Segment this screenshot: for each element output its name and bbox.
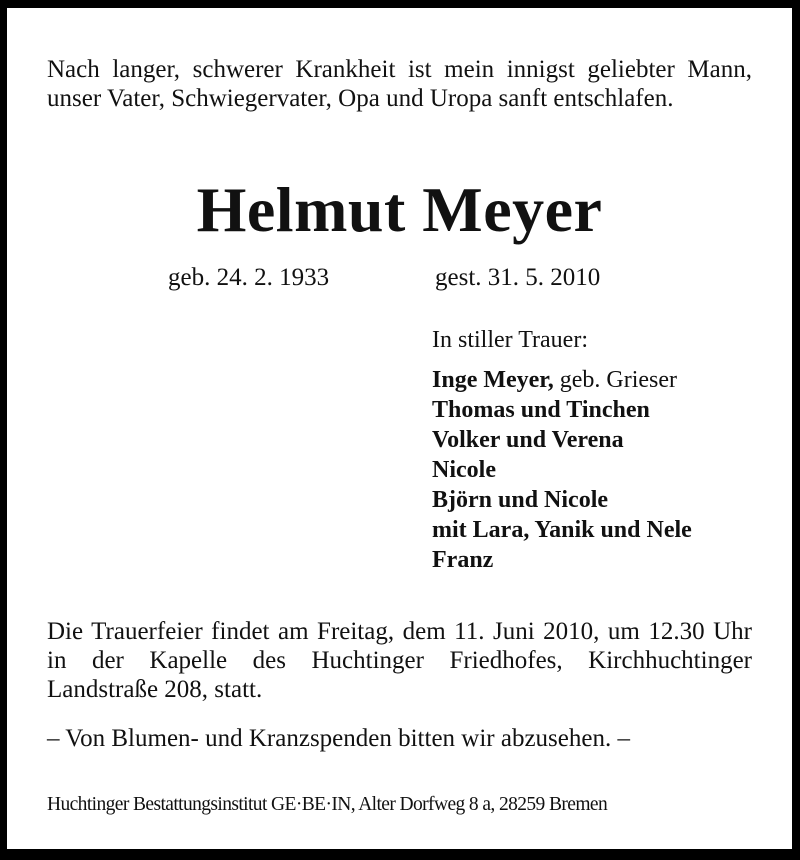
funeral-home-footer: Huchtinger Bestattungsinstitut GE·BE·IN, Alter Dorfweg 8 a, 28259 Bremen	[47, 794, 608, 815]
birth-date: geb. 24. 2. 1933	[168, 264, 330, 291]
mourner-line	[432, 455, 692, 485]
mourner-line	[432, 425, 692, 455]
mourners-list	[432, 365, 692, 575]
deceased-name: Helmut Meyer	[196, 174, 603, 245]
death-date: gest. 31. 5. 2010	[435, 264, 601, 291]
intro-text: Nach langer, schwerer Krankheit ist mein innigst geliebter Mann, unser Vater, Schwiegervater, Opa und Uropa sanft entschlafen.	[47, 56, 752, 112]
mourner-line	[432, 545, 692, 575]
mourner-name: Nicole	[432, 457, 496, 483]
mourner-line	[432, 365, 692, 395]
mourner-name: Franz	[432, 547, 494, 573]
obituary-notice	[7, 8, 792, 849]
funeral-info: Die Trauerfeier findet am Freitag, dem 11. Juni 2010, um 12.30 Uhr in der Kapelle des Huchtinger Friedhofes, Kirchhuchtinger Landstraße 208, statt.	[47, 618, 752, 703]
mourning-heading: In stiller Trauer:	[432, 327, 588, 353]
mourner-name: mit Lara, Yanik und Nele	[432, 517, 692, 543]
mourner-name: Inge Meyer,	[432, 367, 554, 393]
mourner-name: Björn und Nicole	[432, 487, 609, 513]
mourner-line	[432, 395, 692, 425]
mourner-name: Thomas und Tinchen	[432, 397, 650, 423]
flowers-note: – Von Blumen- und Kranzspenden bitten wir abzusehen. –	[47, 725, 630, 752]
mourner-line	[432, 485, 692, 515]
mourner-line	[432, 515, 692, 545]
mourner-name: Volker und Verena	[432, 427, 624, 453]
mourner-note: geb. Grieser	[553, 367, 678, 393]
